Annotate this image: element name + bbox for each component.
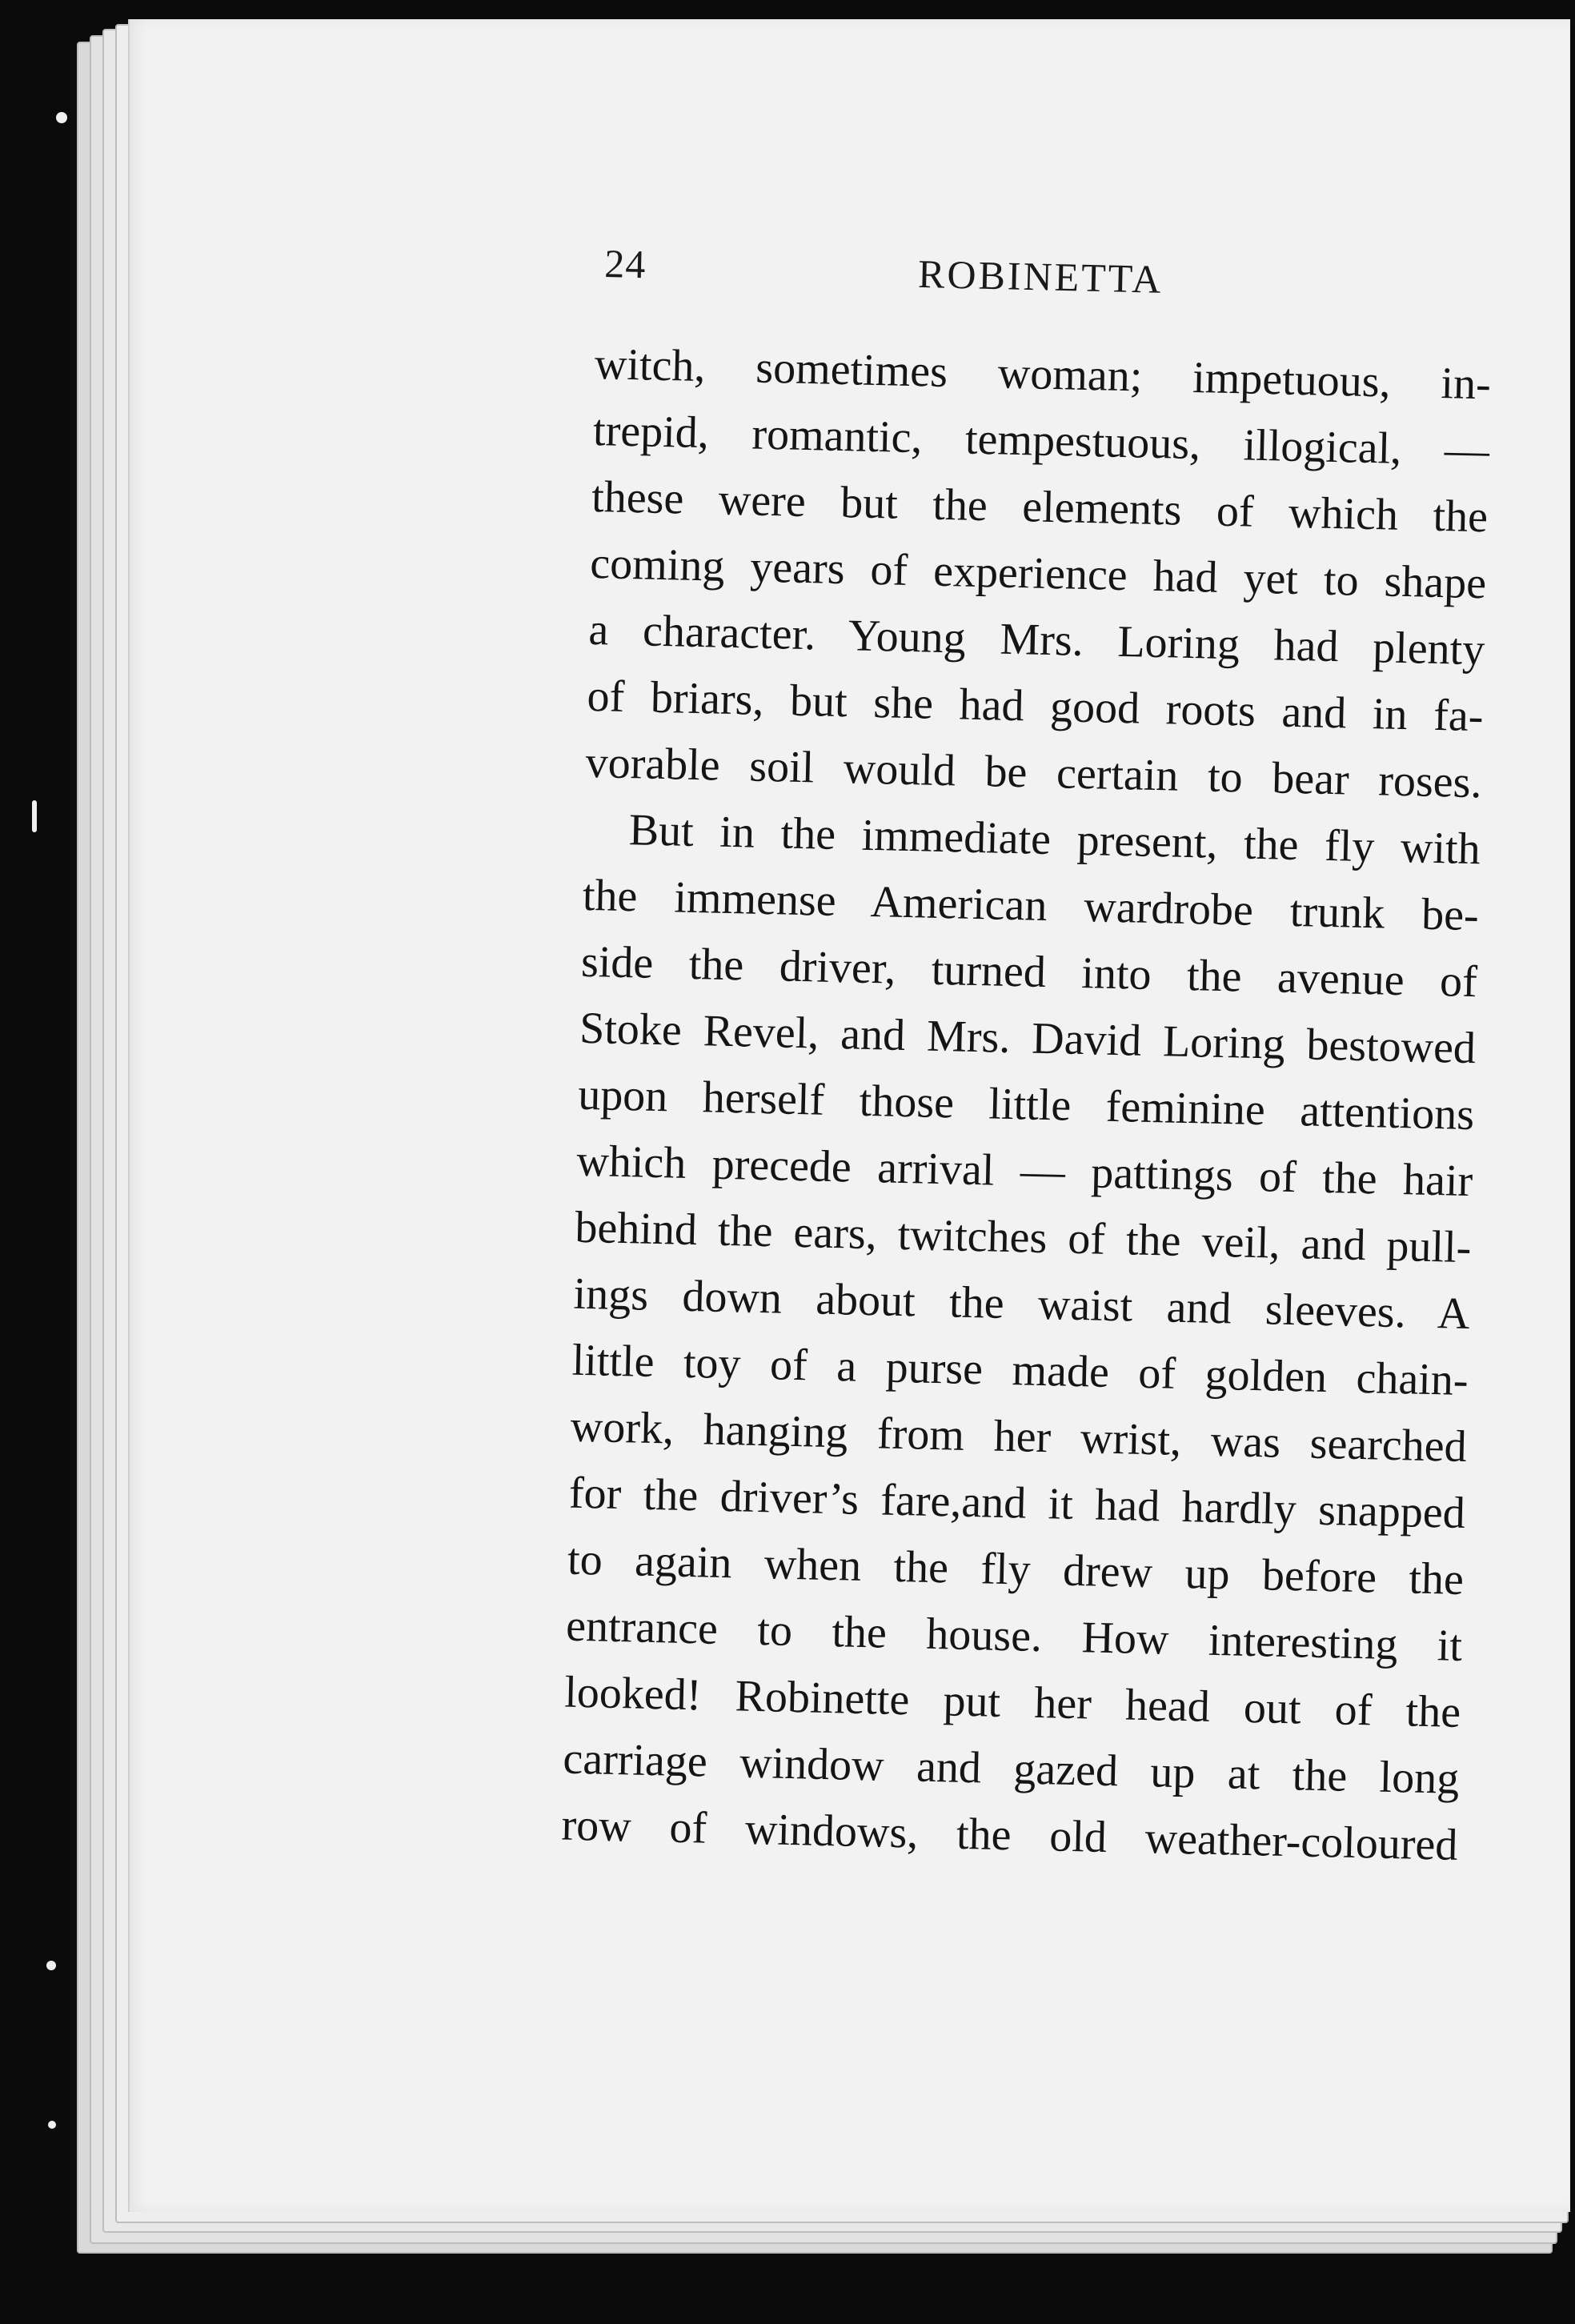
dust-speck	[32, 800, 37, 832]
text-line: ings down about the waist and sleeves. A	[573, 1268, 1471, 1340]
text-line: row of windows, the old weather-coloured	[560, 1800, 1459, 1870]
text-line: behind the ears, twitches of the veil, and pull-	[574, 1202, 1473, 1273]
text-line: of briars, but she had good roots and in fa-	[586, 671, 1485, 742]
text-line: which precede arrival — pattings of the hair	[575, 1136, 1473, 1207]
text-line: vorable soil would be certain to bear roses.	[585, 737, 1483, 808]
text-line: upon herself those little feminine attentions	[577, 1069, 1475, 1140]
dust-speck	[56, 112, 67, 123]
text-line: these were but the elements of which the	[591, 471, 1489, 543]
text-line: But in the immediate present, the fly with	[628, 805, 1481, 875]
text-line: the immense American wardrobe trunk be-	[582, 870, 1480, 941]
text-line: a character. Young Mrs. Loring had plenty	[587, 604, 1485, 675]
text-line: to again when the fly drew up before the	[567, 1534, 1465, 1605]
text-line: for the driver’s fare,and it had hardly snapped	[568, 1468, 1466, 1539]
text-line: side the driver, turned into the avenue of	[580, 936, 1478, 1008]
text-line: looked! Robinette put her head out of the	[563, 1667, 1461, 1737]
text-line: little toy of a purse made of golden chain-	[571, 1335, 1469, 1406]
paragraph	[585, 331, 1508, 817]
text-line: witch, sometimes woman; impetuous, in-	[594, 339, 1492, 410]
page-number: 24	[603, 240, 647, 287]
paragraph	[561, 796, 1497, 1880]
dust-speck	[46, 1961, 56, 1970]
text-line: Stoke Revel, and Mrs. David Loring bestowed	[579, 1003, 1477, 1074]
body-text	[561, 331, 1508, 1879]
text-line: carriage window and gazed up at the long	[562, 1733, 1460, 1804]
text-line: entrance to the house. How interesting it	[565, 1601, 1463, 1671]
dust-speck	[48, 2121, 56, 2129]
text-line: work, hanging from her wrist, was searched	[570, 1401, 1468, 1473]
text-line: coming years of experience had yet to shape	[589, 538, 1487, 609]
text-line: trepid, romantic, tempestuous, illogical, —	[592, 405, 1490, 476]
running-title: ROBINETTA	[917, 250, 1164, 302]
